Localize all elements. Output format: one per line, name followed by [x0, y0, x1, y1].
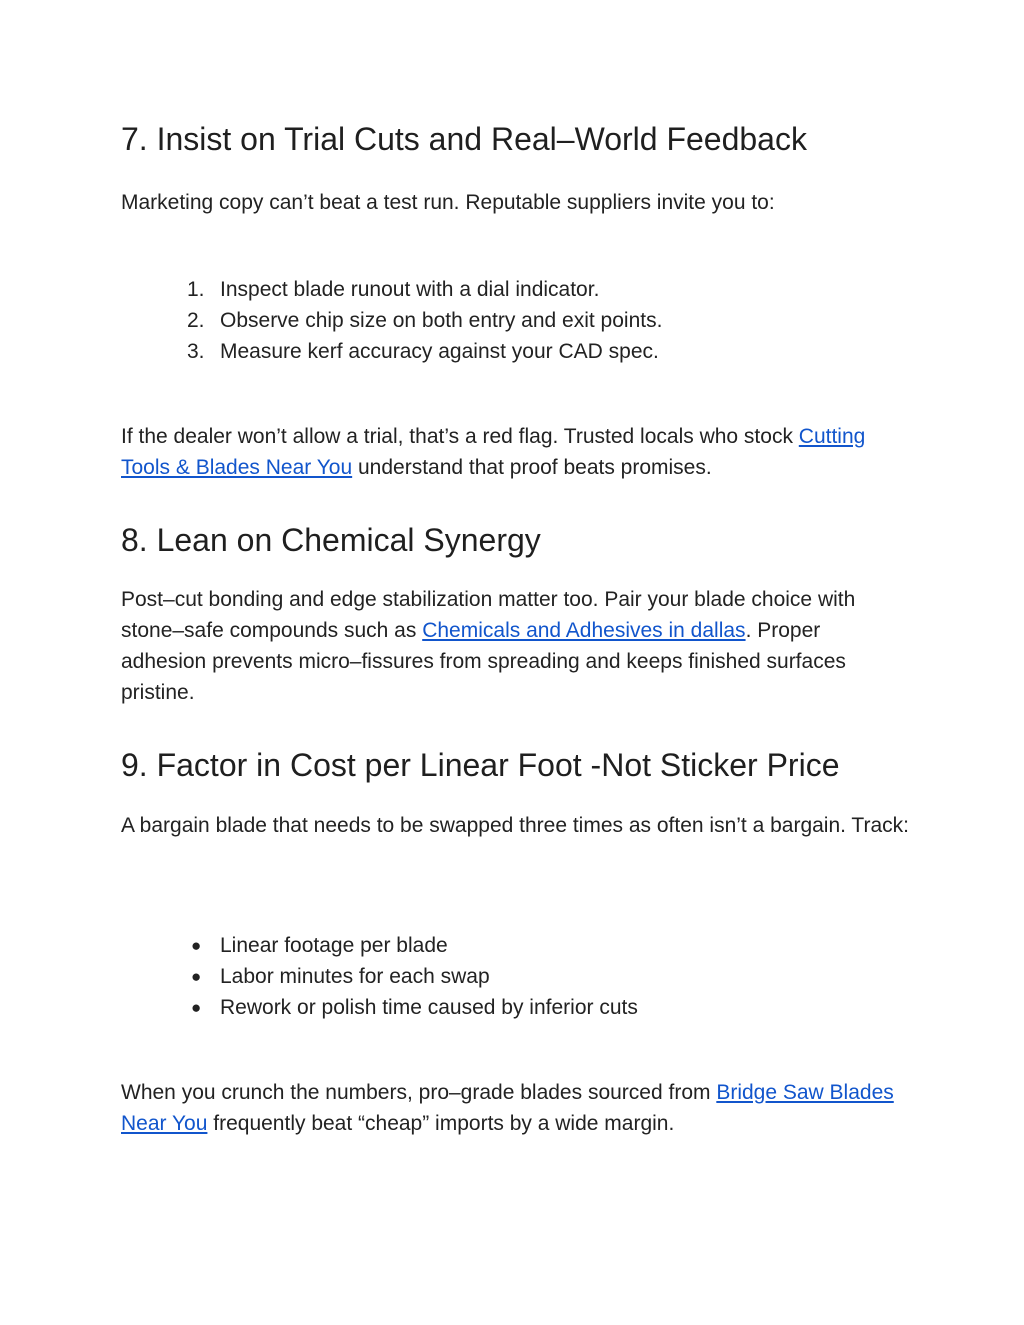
paragraph-text: frequently beat “cheap” imports by a wide margin. [207, 1112, 675, 1135]
section-7-intro: Marketing copy can’t beat a test run. Reputable suppliers invite you to: [121, 191, 775, 214]
paragraph-text: When you crunch the numbers, pro–grade blades sourced from [121, 1081, 717, 1104]
list-item [121, 930, 638, 961]
list-number: 2. [187, 309, 205, 332]
list-item [121, 305, 662, 336]
cutting-tools-link[interactable]: Cutting Tools & Blades Near You [121, 425, 866, 479]
list-item [121, 992, 638, 1023]
list-item [121, 274, 662, 305]
list-item-text: Inspect blade runout with a dial indicator. [220, 278, 600, 301]
section-9-bullet-list [121, 930, 638, 1023]
chemicals-adhesives-link[interactable]: Chemicals and Adhesives in dallas [422, 619, 746, 642]
list-item [121, 336, 662, 367]
list-item-text: Labor minutes for each swap [220, 965, 490, 988]
section-7-numbered-list [121, 274, 662, 367]
section-9-closing-paragraph [121, 1077, 911, 1139]
list-item-text: Rework or polish time caused by inferior cuts [220, 996, 638, 1019]
bullet-icon: ● [191, 998, 202, 1017]
paragraph-text: If the dealer won’t allow a trial, that’s a red flag. Trusted locals who stock [121, 425, 799, 448]
bridge-saw-blades-link[interactable]: Bridge Saw Blades Near You [121, 1081, 894, 1135]
bullet-icon: ● [191, 967, 202, 986]
bullet-icon: ● [191, 936, 202, 955]
list-item-text: Linear footage per blade [220, 934, 448, 957]
section-8-heading: 8. Lean on Chemical Synergy [121, 522, 541, 558]
list-number: 3. [187, 340, 205, 363]
paragraph-text: Post–cut bonding and edge stabilization matter too. Pair your blade choice with stone–safe compounds such as [121, 588, 856, 642]
section-9-heading: 9. Factor in Cost per Linear Foot -Not Sticker Price [121, 747, 840, 783]
section-7-closing-paragraph [121, 421, 911, 483]
list-item [121, 961, 638, 992]
paragraph-text: . Proper adhesion prevents micro–fissures from spreading and keeps finished surfaces pristine. [121, 619, 846, 704]
section-9-intro: A bargain blade that needs to be swapped three times as often isn’t a bargain. Track: [121, 814, 909, 837]
list-number: 1. [187, 278, 205, 301]
list-item-text: Measure kerf accuracy against your CAD spec. [220, 340, 659, 363]
section-7-heading: 7. Insist on Trial Cuts and Real–World Feedback [121, 121, 807, 157]
paragraph-text: understand that proof beats promises. [352, 456, 712, 479]
list-item-text: Observe chip size on both entry and exit points. [220, 309, 663, 332]
section-8-paragraph [121, 584, 911, 708]
